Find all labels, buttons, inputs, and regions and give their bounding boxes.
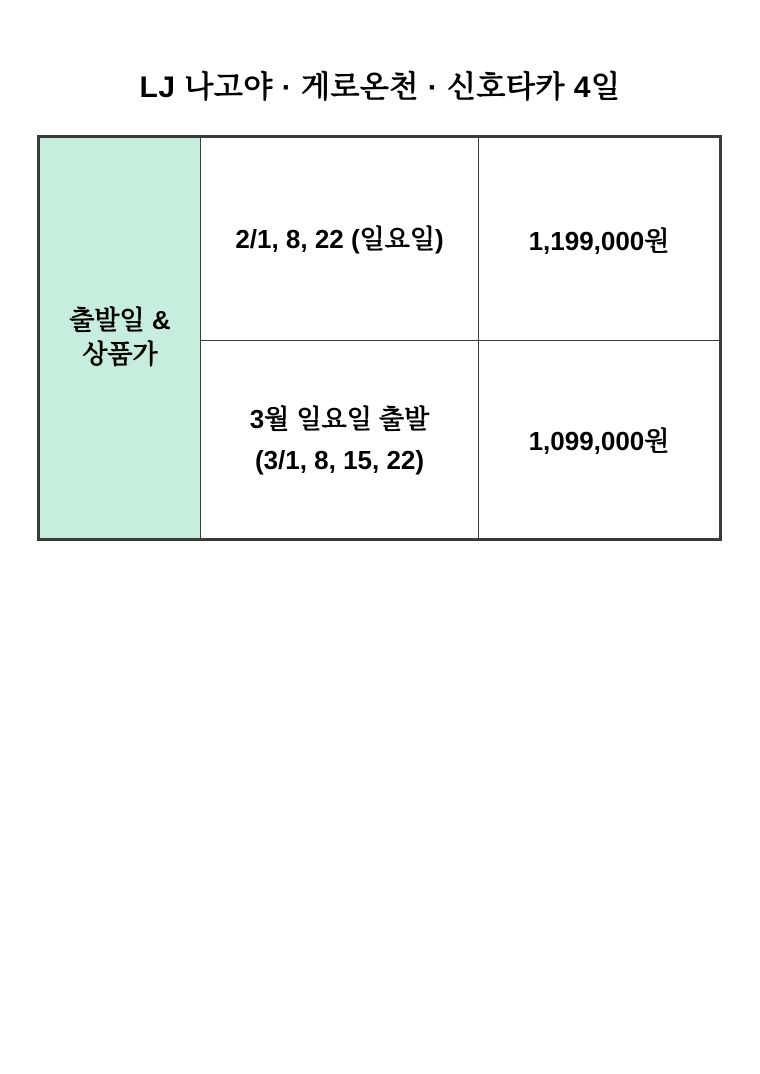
departure-march-line2: (3/1, 8, 15, 22) bbox=[254, 444, 425, 475]
table-row bbox=[39, 137, 721, 341]
page-title: LJ 나고야 · 게로온천 · 신호타카 4일 bbox=[139, 71, 621, 104]
header-cell-departure-and-price bbox=[39, 137, 201, 540]
cell-departure-february bbox=[201, 137, 479, 341]
departure-march-line1: 3월 일요일 출발 bbox=[249, 404, 430, 435]
header-cell-line1: 출발일 & bbox=[69, 305, 171, 336]
cell-price-march: 1,099,000원 bbox=[479, 341, 721, 540]
header-cell-line2: 상품가 bbox=[82, 339, 158, 369]
cell-price-february: 1,199,000원 bbox=[479, 137, 721, 341]
price-table bbox=[37, 135, 722, 541]
cell-departure-march bbox=[201, 341, 479, 540]
departure-february-text: 2/1, 8, 22 (일요일) bbox=[235, 223, 444, 254]
